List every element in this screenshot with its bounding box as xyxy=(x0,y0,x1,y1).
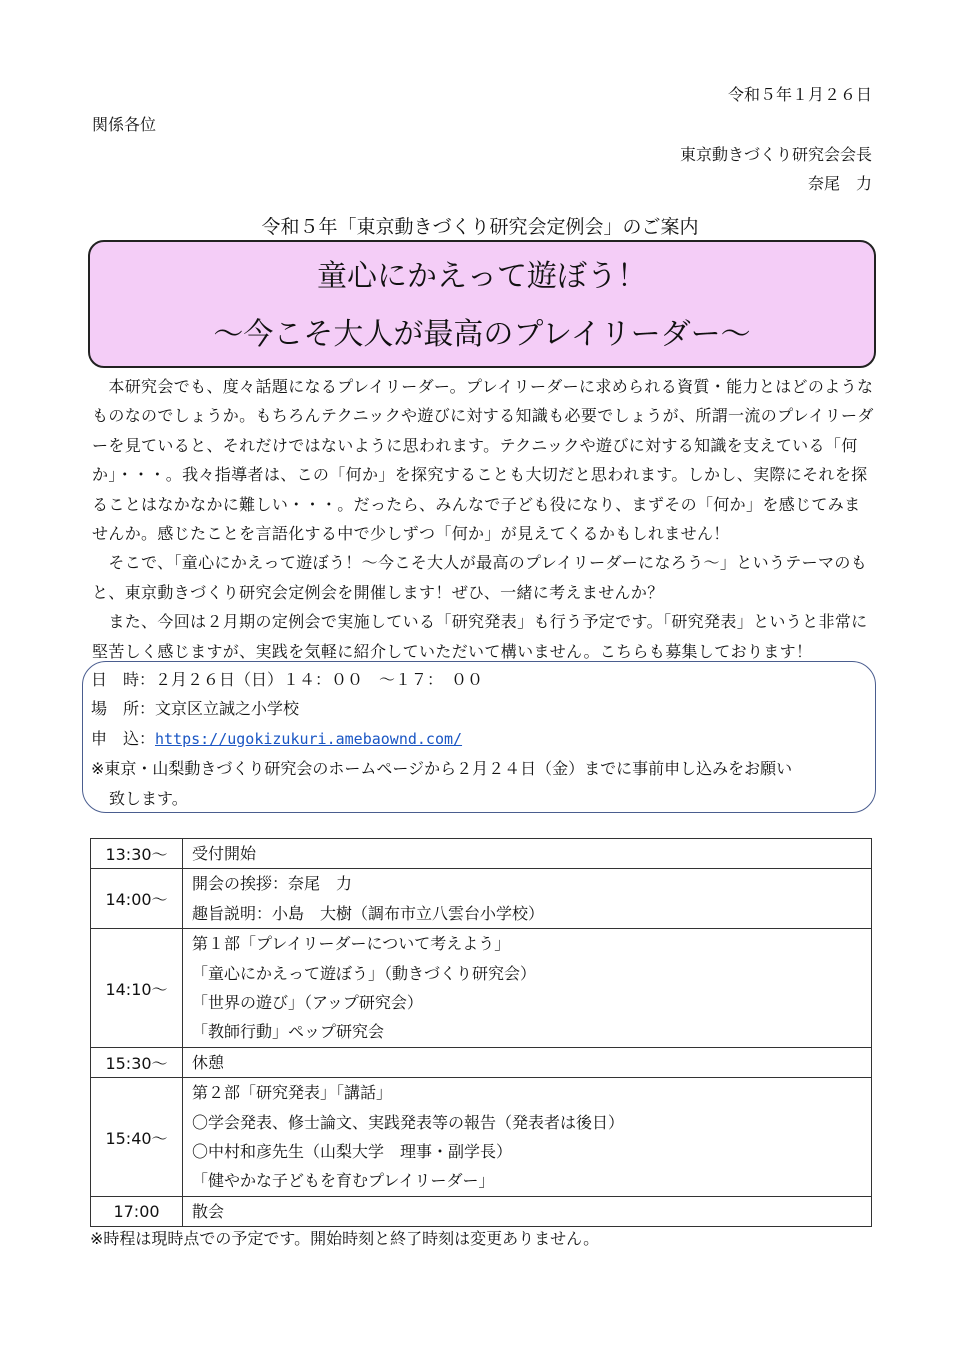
schedule-item: 第１部「プレイリーダーについて考えよう」 xyxy=(192,934,511,954)
schedule-items xyxy=(183,1078,872,1197)
sender-name: 奈尾 力 xyxy=(807,174,872,193)
banner-line-2: ～今こそ大人が最高のプレイリーダー～ xyxy=(213,317,751,352)
schedule-item: 受付開始 xyxy=(192,844,257,863)
body-paragraph: 本研究会でも、度々話題になるプレイリーダー。プレイリーダーに求められる資質・能力とはどのようなものなのでしょうか。もちろんテクニックや遊びに対する知識も必要でしょうが、所謂一流のプレイリーダーを見ていると、それだけではないように思われます。テクニックや遊びに対する知識を支えている「何か」・・・。我々指導者は、この「何か」を探究することも大切だと思われます。しかし、実際にそれを探ることはなかなかに難しい・・・。だったら、みんなで子ども役になり、まずその「何か」を感じてみませんか。感じたことを言語化する中で少しずつ「何か」が見えてくるかもしれません！ xyxy=(92,377,874,544)
schedule-item: 「世界の遊び」（アップ研究会） xyxy=(192,993,423,1013)
schedule-item: 開会の挨拶：奈尾 力 xyxy=(192,874,353,894)
schedule-items xyxy=(183,1047,872,1077)
schedule-time: 17:00 xyxy=(91,1196,183,1226)
datetime-value: ２月２６日（日）１４：００ ～１７： ００ xyxy=(155,670,484,689)
schedule-item: 趣旨説明：小島 大樹（調布市立八雲台小学校） xyxy=(192,903,545,923)
table-row xyxy=(91,1078,872,1197)
sender-org: 東京動きづくり研究会会長 xyxy=(679,145,872,164)
place-value: 文京区立誠之小学校 xyxy=(155,699,300,719)
schedule-item: 「健やかな子どもを育むプレイリーダー」 xyxy=(192,1171,495,1191)
table-row xyxy=(91,929,872,1048)
schedule-item: 「童心にかえって遊ぼう」（動きづくり研究会） xyxy=(192,963,537,983)
document-title: 令和５年「東京動きづくり研究会定例会」のご案内 xyxy=(261,216,699,238)
info-apply xyxy=(91,724,875,754)
schedule-time: 14:00～ xyxy=(91,869,183,929)
table-row xyxy=(91,869,872,929)
schedule-item: 「教師行動」ペップ研究会 xyxy=(192,1022,385,1042)
table-row xyxy=(91,1047,872,1077)
banner-line-1: 童心にかえって遊ぼう！ xyxy=(317,259,647,294)
schedule-time: 13:30～ xyxy=(91,839,183,869)
info-place xyxy=(91,694,875,723)
schedule-table xyxy=(90,838,872,1227)
place-label: 場 所： xyxy=(91,699,156,719)
body-text xyxy=(92,372,874,666)
schedule-item: 散会 xyxy=(192,1201,225,1221)
datetime-label: 日 時： xyxy=(91,670,156,689)
schedule-item: 〇中村和彦先生（山梨大学 理事・副学長） xyxy=(192,1142,513,1162)
info-datetime xyxy=(91,665,875,694)
body-paragraph: そこで、「童心にかえって遊ぼう！～今こそ大人が最高のプレイリーダーになろう～」というテーマのもと、東京動きづくり研究会定例会を開催します！ぜひ、一緒に考えませんか？ xyxy=(92,553,868,602)
table-row xyxy=(91,1196,872,1226)
theme-banner xyxy=(88,240,876,368)
schedule-time: 15:30～ xyxy=(91,1047,183,1077)
schedule-items xyxy=(183,869,872,929)
table-row xyxy=(91,839,872,869)
document-date: 令和５年１月２６日 xyxy=(727,85,872,104)
schedule-time: 15:40～ xyxy=(91,1078,183,1197)
apply-label: 申 込： xyxy=(91,728,156,748)
schedule-item: 〇学会発表、修士論文、実践発表等の報告（発表者は後日） xyxy=(192,1112,625,1132)
body-paragraph: また、今回は２月期の定例会で実施している「研究発表」も行う予定です。「研究発表」というと非常に堅苦しく感じますが、実践を気軽に紹介していただいて構いません。こちらも募集しております！ xyxy=(92,612,868,661)
schedule-items xyxy=(183,929,872,1048)
sender-block xyxy=(680,140,872,198)
recipient: 関係各位 xyxy=(92,115,157,134)
schedule-items xyxy=(183,839,872,869)
info-note-continued: 致します。 xyxy=(109,788,188,808)
schedule-footnote: ※時程は現時点での予定です。開始時刻と終了時刻は変更ありません。 xyxy=(90,1229,600,1248)
info-note: ※東京・山梨動きづくり研究会のホームページから２月２４日（金）までに事前申し込みをお願い xyxy=(91,759,793,779)
apply-link[interactable]: https://ugokizukuri.amebaownd.com/ xyxy=(155,729,463,748)
schedule-items xyxy=(183,1196,872,1226)
schedule-item: 第２部「研究発表」「講話」 xyxy=(192,1083,393,1103)
event-info-box xyxy=(82,661,876,813)
schedule-time: 14:10～ xyxy=(91,929,183,1048)
schedule-item: 休憩 xyxy=(192,1052,225,1072)
